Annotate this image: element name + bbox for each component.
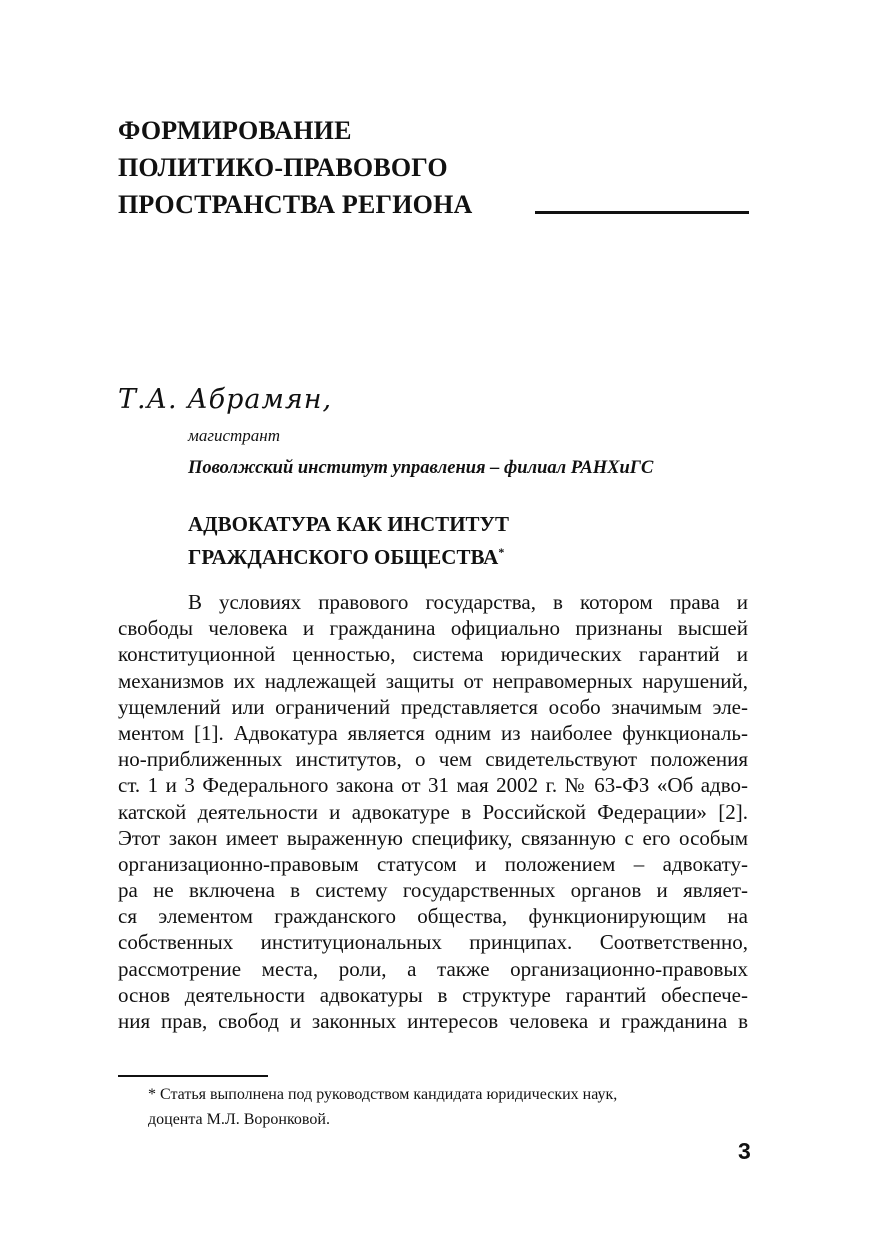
page-number: 3 [738, 1138, 751, 1164]
body-line: собственных институциональных принципах. Соответственно, [118, 930, 748, 955]
body-line: основ деятельности адвокатуры в структуре гарантий обеспече- [118, 982, 748, 1007]
body-line: ния прав, свобод и законных интересов человека и гражданина в [118, 1009, 748, 1033]
author-affiliation: Поволжский институт управления – филиал РАНХиГС [188, 458, 654, 478]
article-title-line [188, 538, 509, 571]
footnote-rule [118, 1075, 268, 1077]
body-line: ст. 1 и 3 Федерального закона от 31 мая 2002 г. № 63-ФЗ «Об адво- [118, 773, 748, 798]
heading-rule [535, 211, 749, 214]
body-line: рассмотрение места, роли, а также организационно-правовых [118, 956, 748, 981]
body-line: ра не включена в систему государственных органов и являет- [118, 878, 748, 903]
body-line: Этот закон имеет выраженную специфику, связанную с его особым [118, 825, 748, 850]
section-heading-line: ПРОСТРАНСТВА РЕГИОНА [118, 190, 473, 219]
body-line: В условиях правового государства, в котором права и [188, 590, 748, 614]
body-line: ментом [1]. Адвокатура является одним из наиболее функциональ- [118, 720, 748, 745]
footnote-mark: * [498, 545, 505, 559]
body-text [118, 589, 748, 1034]
author-name: Т.А. Абрамян, [118, 384, 333, 415]
article-title-line: АДВОКАТУРА КАК ИНСТИТУТ [188, 512, 509, 536]
body-line: свободы человека и гражданина официально признаны высшей [118, 616, 748, 641]
body-line: организационно-правовым статусом и положением – адвокату- [118, 851, 748, 876]
body-line: механизмов их надлежащей защиты от неправомерных нарушений, [118, 668, 748, 693]
footnote-line: доцента М.Л. Воронковой. [148, 1111, 330, 1128]
body-line: ущемлений или ограничений представляется особо значимым эле- [118, 694, 748, 719]
footnote [148, 1082, 617, 1132]
article-title [188, 510, 509, 571]
body-line: конституционной ценностью, система юридических гарантий и [118, 642, 748, 667]
article-title-text: ГРАЖДАНСКОГО ОБЩЕСТВА [188, 545, 499, 569]
body-line: ся элементом гражданского общества, функционирующим на [118, 904, 748, 929]
author-position: магистрант [188, 426, 281, 445]
body-line: но-приближенных институтов, о чем свидетельствуют положения [118, 747, 748, 772]
body-line: катской деятельности и адвокатуре в Российской Федерации» [2]. [118, 799, 748, 824]
footnote-line: * Статья выполнена под руководством кандидата юридических наук, [148, 1086, 618, 1103]
section-heading-line: ФОРМИРОВАНИЕ [118, 116, 352, 145]
section-heading-line: ПОЛИТИКО-ПРАВОВОГО [118, 153, 448, 182]
